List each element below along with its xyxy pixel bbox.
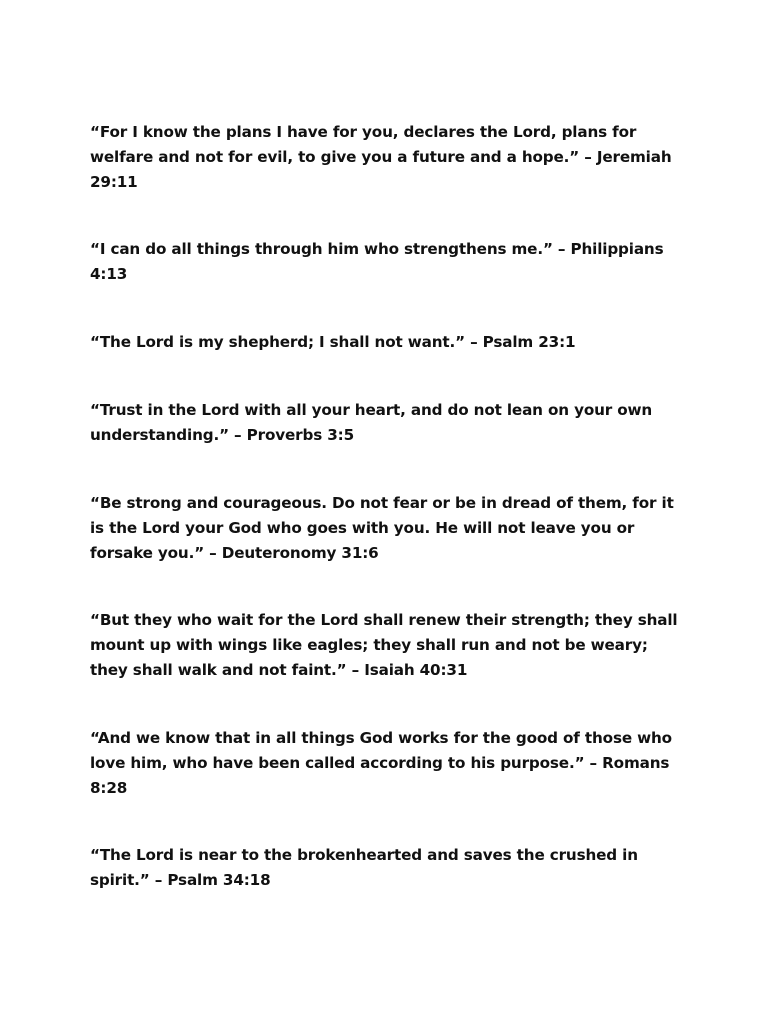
scripture-quote-isaiah: “But they who wait for the Lord shall renew their strength; they shall mount up with wings like eagles; they shall run and not be weary; they shall walk and not faint.” – Isaiah 40:31 bbox=[90, 611, 678, 679]
scripture-quote-list bbox=[90, 120, 680, 893]
scripture-quote-deuteronomy: “Be strong and courageous. Do not fear or be in dread of them, for it is the Lord your God who goes with you. He will not leave you or forsake you.” – Deuteronomy 31:6 bbox=[90, 494, 674, 562]
scripture-quote-romans: “And we know that in all things God works for the good of those who love him, who have been called according to his purpose.” – Romans 8:28 bbox=[90, 729, 672, 797]
scripture-quote-jeremiah: “For I know the plans I have for you, declares the Lord, plans for welfare and not for evil, to give you a future and a hope.” – Jeremiah 29:11 bbox=[90, 123, 672, 191]
scripture-quote-psalm-34: “The Lord is near to the brokenhearted and saves the crushed in spirit.” – Psalm 34:18 bbox=[90, 846, 638, 889]
scripture-quote-philippians: “I can do all things through him who strengthens me.” – Philippians 4:13 bbox=[90, 240, 664, 283]
scripture-quote-proverbs: “Trust in the Lord with all your heart, and do not lean on your own understanding.” – Proverbs 3:5 bbox=[90, 401, 653, 444]
scripture-quote-psalm-23: “The Lord is my shepherd; I shall not want.” – Psalm 23:1 bbox=[90, 333, 576, 351]
